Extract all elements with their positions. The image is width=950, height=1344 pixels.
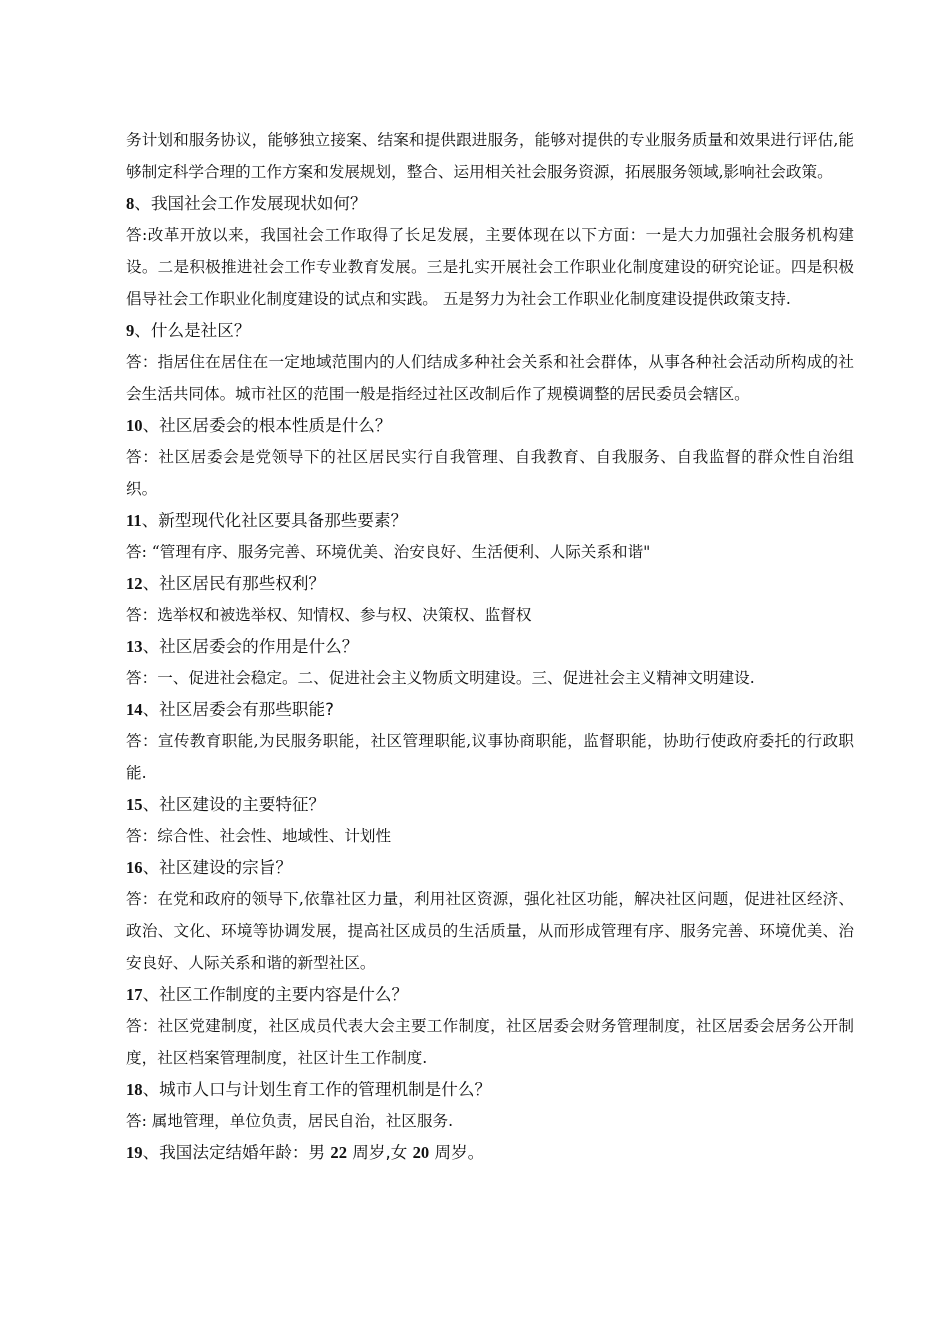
question-15 — [126, 789, 854, 820]
question-text: 、社区居委会的根本性质是什么？ — [142, 416, 392, 435]
question-text-part2: 周岁,女 — [347, 1143, 413, 1162]
female-age: 20 — [412, 1143, 430, 1162]
answer-10: 答：社区居委会是党领导下的社区居民实行自我管理、自我教育、自我服务、自我监督的群众性自治组织。 — [126, 448, 854, 498]
qa-item-12 — [126, 568, 854, 631]
question-text: 、什么是社区？ — [134, 321, 251, 340]
answer-12: 答：选举权和被选举权、知情权、参与权、决策权、监督权 — [126, 606, 532, 624]
question-number: 8 — [126, 194, 135, 213]
question-text: 、我国社会工作发展现状如何？ — [134, 194, 367, 213]
question-text-part1: 、我国法定结婚年龄：男 — [142, 1143, 331, 1162]
qa-item-10 — [126, 410, 854, 505]
question-11 — [126, 505, 854, 536]
answer-13: 答：一、促进社会稳定。二、促进社会主义物质文明建设。三、促进社会主义精神文明建设. — [126, 669, 755, 687]
answer-9: 答：指居住在居住在一定地域范围内的人们结成多种社会关系和社会群体，从事各种社会活动所构成的社会生活共同体。城市社区的范围一般是指经过社区改制后作了规模调整的居民委员会辖区。 — [126, 353, 854, 403]
intro-paragraph: 务计划和服务协议，能够独立接案、结案和提供跟进服务，能够对提供的专业服务质量和效果进行评估,能够制定科学合理的工作方案和发展规划，整合、运用相关社会服务资源，拓展服务领域,影响社会政策。 — [126, 131, 854, 181]
question-number: 12 — [126, 574, 143, 593]
question-number: 13 — [126, 637, 143, 656]
question-text: 、新型现代化社区要具备那些要素？ — [141, 511, 408, 530]
question-text: 、城市人口与计划生育工作的管理机制是什么？ — [142, 1080, 492, 1099]
question-text: 、社区工作制度的主要内容是什么？ — [142, 985, 409, 1004]
question-number: 17 — [126, 985, 143, 1004]
question-text: 、社区居委会的作用是什么？ — [142, 637, 359, 656]
qa-item-14 — [126, 694, 854, 789]
question-8 — [126, 188, 854, 219]
answer-11: 答: “管理有序、服务完善、环境优美、治安良好、生活便利、人际关系和谐" — [126, 543, 651, 561]
qa-item-8 — [126, 188, 854, 315]
answer-14: 答：宣传教育职能,为民服务职能，社区管理职能,议事协商职能，监督职能，协助行使政府委托的行政职能. — [126, 732, 854, 782]
qa-item-9 — [126, 315, 854, 410]
question-text: 、社区居民有那些权利？ — [142, 574, 326, 593]
question-number: 11 — [126, 511, 142, 530]
question-text: 、社区居委会有那些职能? — [142, 700, 334, 719]
qa-item-11 — [126, 505, 854, 568]
answer-8: 答:改革开放以来，我国社会工作取得了长足发展，主要体现在以下方面：一是大力加强社会服务机构建设。二是积极推进社会工作专业教育发展。三是扎实开展社会工作职业化制度建设的研究论证。四是积极倡导社会工作职业化制度建设的试点和实践。 五是努力为社会工作职业化制度建设提供政策支持. — [126, 226, 854, 308]
question-12 — [126, 568, 854, 599]
question-14 — [126, 694, 854, 725]
question-number: 14 — [126, 700, 143, 719]
question-number: 15 — [126, 795, 143, 814]
male-age: 22 — [330, 1143, 347, 1162]
qa-item-16 — [126, 852, 854, 979]
qa-item-19 — [126, 1137, 854, 1168]
question-19 — [126, 1137, 854, 1168]
question-number: 9 — [126, 321, 135, 340]
qa-item-18 — [126, 1074, 854, 1137]
question-number: 19 — [126, 1143, 143, 1162]
answer-17: 答：社区党建制度，社区成员代表大会主要工作制度，社区居委会财务管理制度，社区居委会居务公开制度，社区档案管理制度，社区计生工作制度. — [126, 1017, 854, 1067]
question-10 — [126, 410, 854, 441]
question-9 — [126, 315, 854, 346]
question-number: 18 — [126, 1080, 143, 1099]
answer-16: 答：在党和政府的领导下,依靠社区力量，利用社区资源，强化社区功能，解决社区问题，促进社区经济、政治、文化、环境等协调发展，提高社区成员的生活质量，从而形成管理有序、服务完善、环境优美、治安良好、人际关系和谐的新型社区。 — [126, 890, 854, 972]
question-13 — [126, 631, 854, 662]
answer-18: 答: 属地管理，单位负责，居民自治，社区服务. — [126, 1112, 454, 1130]
question-text: 、社区建设的宗旨？ — [142, 858, 292, 877]
qa-item-13 — [126, 631, 854, 694]
question-16 — [126, 852, 854, 883]
qa-item-15 — [126, 789, 854, 852]
answer-15: 答：综合性、社会性、地域性、计划性 — [126, 827, 392, 845]
question-number: 10 — [126, 416, 143, 435]
question-17 — [126, 979, 854, 1010]
question-18 — [126, 1074, 854, 1105]
question-text-part3: 周岁。 — [429, 1143, 485, 1162]
question-text: 、社区建设的主要特征？ — [142, 795, 326, 814]
qa-item-17 — [126, 979, 854, 1074]
question-number: 16 — [126, 858, 143, 877]
document-content — [126, 124, 854, 1168]
